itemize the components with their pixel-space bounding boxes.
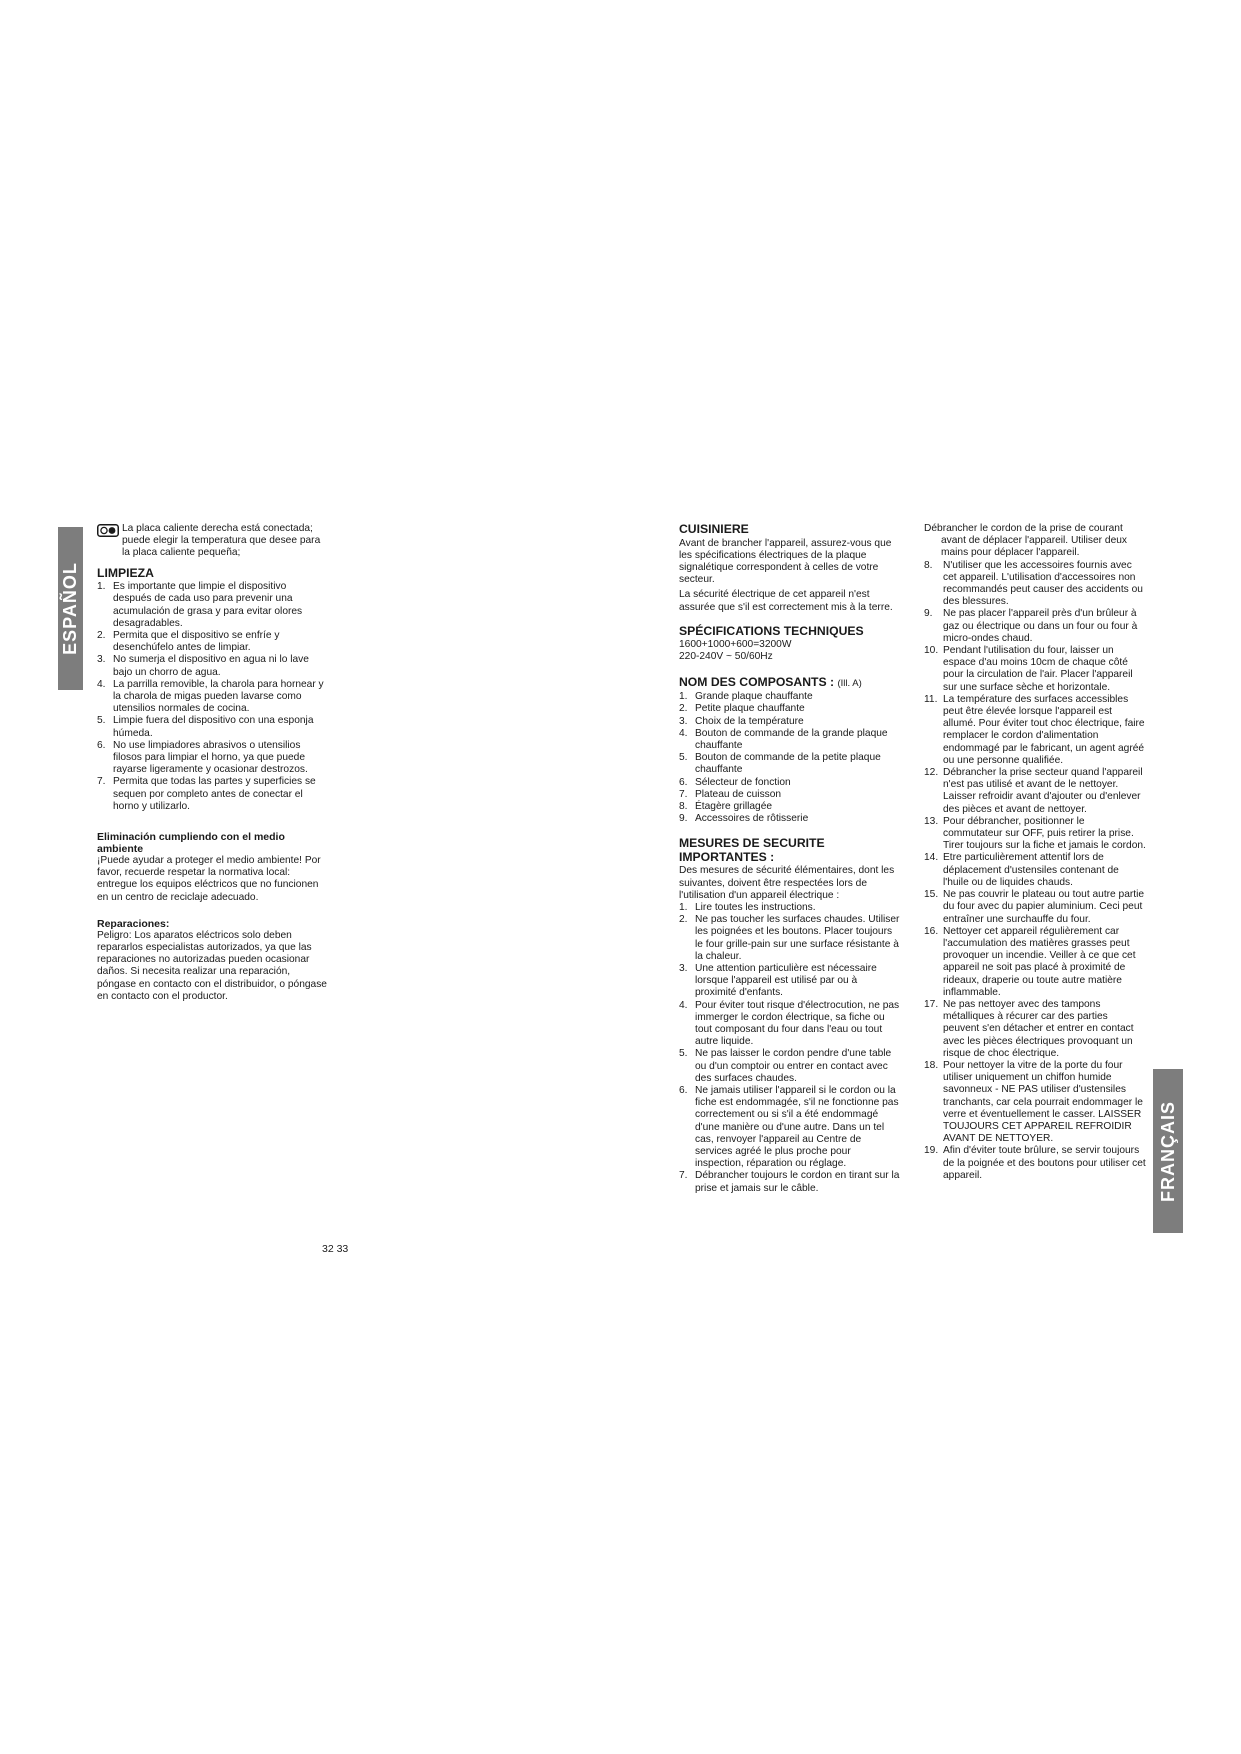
list-item: 18. Pour nettoyer la vitre de la porte du four utiliser uniquement un chiffon humide savonneux - NE PAS utiliser d'ustensiles tranchants, car cela pourrait endommager le verre et éventuellement le casser. LAISSER TOUJOURS CET APPAREIL REFROIDIR AVANT DE NETTOYER.	[924, 1059, 1143, 1145]
list-item: 3. Choix de la température	[679, 715, 804, 727]
list-item: 15. Ne pas couvrir le plateau ou tout autre partie du four avec du papier aluminium. Ceci peut entraîner une surchauffe du four.	[924, 889, 1145, 925]
language-tab-label: ESPAÑOL	[60, 562, 80, 655]
safety-list	[679, 902, 904, 1195]
components-title: NOM DES COMPOSANTS :	[679, 674, 835, 689]
spec-voltage: 220-240V ~ 50/60Hz	[679, 651, 773, 663]
section-title-safety: MESURES DE SECURITE IMPORTANTES :	[679, 836, 825, 864]
list-item: 9. Accessoires de rôtisserie	[679, 813, 809, 825]
cleaning-list	[97, 581, 327, 813]
list-item: 5. Bouton de commande de la petite plaque chauffante	[679, 752, 881, 776]
section-title-specifications: SPÉCIFICATIONS TECHNIQUES	[679, 623, 864, 638]
list-item: 3. No sumerja el dispositivo en agua ni lo lave bajo un chorro de agua.	[97, 654, 309, 678]
list-item: 11. La température des surfaces accessibles peut être élevée lorsque l'appareil est allumé. Pour éviter tout choc électrique, faire remplacer le cordon d'alimentation endommagé par le fabricant, un agent agréé ou une personne qualifiée.	[924, 693, 1145, 766]
list-item: 2. Petite plaque chauffante	[679, 703, 805, 715]
list-item: 14. Etre particulièrement attentif lors de déplacement d'ustensiles contenant de l'huile ou de liquides chauds.	[924, 852, 1119, 888]
list-item: 7. Permita que todas las partes y superficies se sequen por completo antes de conectar el horno y utilizarlo.	[97, 776, 316, 812]
safety-list-continued	[924, 560, 1146, 1182]
disposal-text: ¡Puede ayudar a proteger el medio ambiente! Por favor, recuerde respetar la normativa local: entregue los equipos eléctricos que no funcionen en un centro de reciclaje adecuado.	[97, 854, 321, 903]
french-column-left	[679, 523, 904, 1195]
list-item: 4. Pour éviter tout risque d'électrocution, ne pas immerger le cordon électrique, sa fiche ou tout composant du four dans l'eau ou tout autre liquide.	[679, 999, 900, 1048]
section-title-disposal: Eliminación cumpliendo con el medio ambiente	[97, 830, 285, 855]
repairs-text: Peligro: Los aparatos eléctricos solo deben repararlos especialistas autorizados, ya que las reparaciones no autorizadas pueden ocasionar daños. Si necesita realizar una reparación, póngase en contacto con el distribuidor, o póngase en contacto con el productor.	[97, 929, 327, 1002]
section-title-cuisiniere: CUISINIERE	[679, 522, 749, 536]
cuisiniere-grounding-text: La sécurité électrique de cet appareil n'est assurée que s'il est correctement mis à la terre.	[679, 589, 893, 613]
section-title-limpieza: LIMPIEZA	[97, 565, 154, 580]
hotplate-icon	[97, 524, 119, 537]
list-item: 4. Bouton de commande de la grande plaque chauffante	[679, 727, 888, 751]
list-item: 3. Une attention particulière est nécessaire lorsque l'appareil est utilisé par ou à proximité d'enfants.	[679, 962, 877, 999]
list-item: 16. Nettoyer cet appareil régulièrement car l'accumulation des matières grasses peut provoquer un incendie. Veiller à ce que cet appareil ne soit pas placé à proximité de rideaux, draperie ou toute autre matière inflammable.	[924, 925, 1136, 998]
french-column-right	[924, 523, 1146, 1182]
list-item: 7. Débrancher toujours le cordon en tirant sur la prise et jamais sur le câble.	[679, 1170, 900, 1194]
safety-continuation: Débrancher le cordon de la prise de courant avant de déplacer l'appareil. Utiliser deux mains pour déplacer l'appareil.	[924, 523, 1127, 559]
list-item: 8. Étagère grillagée	[679, 800, 773, 812]
page-numbers: 32 33	[322, 1243, 349, 1255]
language-tab-francais	[1153, 1069, 1183, 1233]
language-tab-espanol	[58, 527, 83, 690]
spanish-column	[97, 523, 327, 1003]
list-item: 7. Plateau de cuisson	[679, 788, 782, 800]
list-item: 17. Ne pas nettoyer avec des tampons métalliques à récurer car des parties peuvent s'en détacher et entrer en contact avec les pièces électriques provoquant un risque de choc électrique.	[924, 998, 1134, 1059]
list-item: 12. Débrancher la prise secteur quand l'appareil n'est pas utilisé et avant de le nettoyer. Laisser refroidir avant d'ajouter ou d'enlever des pièces et avant de nettoyer.	[924, 767, 1143, 815]
section-title-components	[679, 676, 904, 691]
list-item: 19. Afin d'éviter toute brûlure, se servir toujours de la poignée et des boutons pour utiliser cet appareil.	[924, 1145, 1146, 1181]
list-item: 5. Ne pas laisser le cordon pendre d'une table ou d'un comptoir ou entrer en contact avec des surfaces chaudes.	[679, 1048, 892, 1084]
list-item: 10. Pendant l'utilisation du four, laisser un espace d'au moins 10cm de chaque côté pour la circulation de l'air. Placer l'appareil sur une surface sèche et horizontale.	[924, 645, 1133, 693]
list-item: 2. Ne pas toucher les surfaces chaudes. Utiliser les poignées et les boutons. Placer toujours le four grille-pain sur une surface résistante à la chaleur.	[679, 914, 900, 962]
list-item: 6. Ne jamais utiliser l'appareil si le cordon ou la fiche est endommagée, s'il ne fonctionne pas correctement ou si s'il a été endommagé d'une manière ou d'une autre. Dans un tel cas, renvoyer l'appareil au Centre de services agréé le plus proche pour inspection, réparation ou réglage.	[679, 1085, 899, 1170]
cuisiniere-text: Avant de brancher l'appareil, assurez-vous que les spécifications électriques de la plaque signalétique correspondent à celles de votre secteur.	[679, 537, 892, 586]
hotplate-note	[97, 523, 327, 560]
list-item: 9. Ne pas placer l'appareil près d'un brûleur à gaz ou électrique ou dans un four ou four à micro-ondes chaud.	[924, 608, 1138, 644]
list-item: 13. Pour débrancher, positionner le commutateur sur OFF, puis retirer la prise. Tirer toujours sur la fiche et jamais le cordon.	[924, 815, 1146, 852]
spec-power: 1600+1000+600=3200W	[679, 639, 792, 651]
illustration-reference: (Ill. A)	[837, 677, 862, 689]
list-item: 1. Grande plaque chauffante	[679, 691, 813, 703]
list-item: 4. La parrilla removible, la charola para hornear y la charola de migas pueden lavarse como utensilios normales de cocina.	[97, 678, 324, 715]
section-title-repairs: Reparaciones:	[97, 917, 170, 930]
hotplate-note-text: La placa caliente derecha está conectada; puede elegir la temperatura que desee para la placa caliente pequeña;	[122, 523, 321, 559]
language-tab-label: FRANÇAIS	[1157, 1100, 1178, 1202]
list-item: 6. No use limpiadores abrasivos o utensilios filosos para limpiar el horno, ya que puede rayarse ligeramente y ocasionar destrozos.	[97, 739, 308, 776]
list-item: 8. N'utiliser que les accessoires fournis avec cet appareil. L'utilisation d'accessoires non recommandés peut causer des accidents ou des blessures.	[924, 559, 1143, 608]
list-item: 5. Limpie fuera del dispositivo con una esponja húmeda.	[97, 715, 314, 739]
list-item: 2. Permita que el dispositivo se enfríe y desenchúfelo antes de limpiar.	[97, 629, 280, 654]
list-item: 1. Lire toutes les instructions.	[679, 901, 816, 913]
safety-intro: Des mesures de sécurité élémentaires, dont les suivantes, doivent être respectées lors de l'utilisation d'un appareil électrique :	[679, 865, 895, 901]
list-item: 6. Sélecteur de fonction	[679, 776, 791, 788]
components-list	[679, 691, 904, 825]
list-item: 1. Es importante que limpie el dispositivo después de cada uso para prevenir una acumulación de grasa y para evitar olores desagradables.	[97, 581, 303, 629]
